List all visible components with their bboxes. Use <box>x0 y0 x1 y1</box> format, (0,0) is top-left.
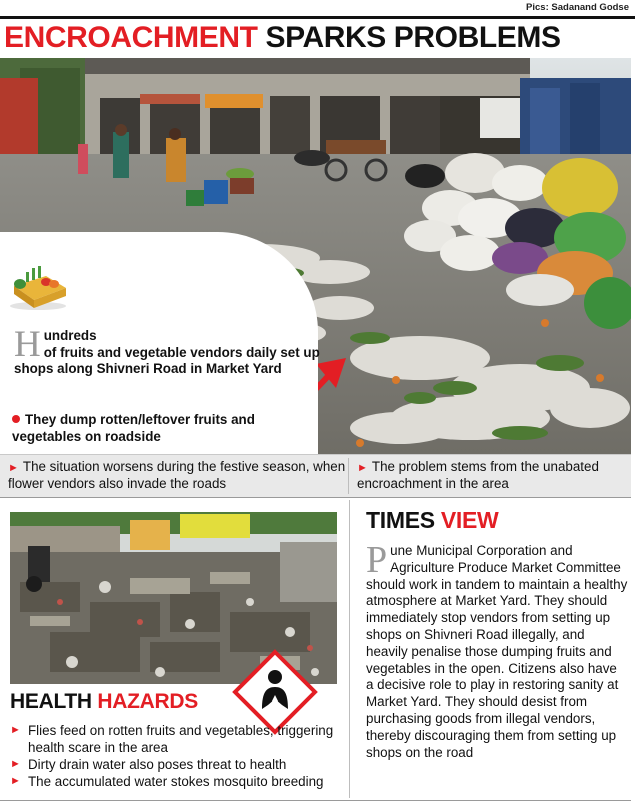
triangle-bullet-icon: ► <box>10 775 21 787</box>
point-one <box>8 459 348 492</box>
health-item-text: The accumulated water stokes mosquito breeding <box>28 774 324 789</box>
triangle-bullet-icon: ► <box>8 462 19 474</box>
point-two <box>357 459 627 492</box>
times-view-body <box>366 539 628 761</box>
section-rule <box>0 497 631 498</box>
lead-bullet <box>12 412 312 445</box>
triangle-bullet-icon: ► <box>10 724 21 736</box>
health-item-text: Dirty drain water also poses threat to health <box>28 757 287 772</box>
lead-bullet-text: They dump rotten/leftover fruits and vegetables on roadside <box>12 412 255 444</box>
health-title-red: HAZARDS <box>97 690 198 713</box>
times-view-text: une Municipal Corporation and Agriculture Produce Market Committee should work in tandem to maintain a healthy atmosphere at Market Yard. They should immediately stop vendors from setting up shops on Shivneri Road illegally, and heavily penalise those dumping fruits and vegetables in the open. Citizens also have a decisive role to play in restoring sanity at Market Yard. They should desist from purchasing goods from illegal vendors, thereby discouraging them from setting up shops on the road <box>366 543 628 760</box>
headline-black: SPARKS PROBLEMS <box>265 21 561 54</box>
point-one-text: The situation worsens during the festive season, when flower vendors also invade the roads <box>8 459 346 491</box>
lead-first-word: undreds <box>43 328 97 343</box>
lead-dropcap: H <box>14 324 41 365</box>
lead-paragraph <box>14 324 324 378</box>
headline-red: ENCROACHMENT <box>4 21 258 54</box>
strip-divider <box>348 458 349 494</box>
times-view-black: TIMES <box>366 507 435 533</box>
list-item <box>10 722 345 756</box>
lead-text: of fruits and vegetable vendors daily set up shops along Shivneri Road in Market Yard <box>14 344 320 376</box>
health-hazards-title <box>10 690 198 714</box>
health-list <box>10 722 345 790</box>
times-view-title <box>366 507 498 534</box>
times-view-dropcap: P <box>366 539 388 581</box>
triangle-bullet-icon: ► <box>357 462 368 474</box>
health-title-black: HEALTH <box>10 690 92 713</box>
triangle-bullet-icon: ► <box>10 758 21 770</box>
list-item <box>10 773 345 790</box>
red-dot-icon <box>12 415 20 423</box>
headline <box>4 19 561 57</box>
list-item <box>10 756 345 773</box>
health-item-text: Flies feed on rotten fruits and vegetables, triggering health scare in the area <box>28 723 334 755</box>
point-two-text: The problem stems from the unabated encroachment in the area <box>357 459 599 491</box>
times-view-red: VIEW <box>440 507 499 533</box>
column-divider <box>349 500 350 798</box>
photo-credit: Pics: Sadanand Godse <box>526 2 629 13</box>
vegetable-crate-icon <box>6 256 70 312</box>
bottom-rule <box>0 800 631 801</box>
